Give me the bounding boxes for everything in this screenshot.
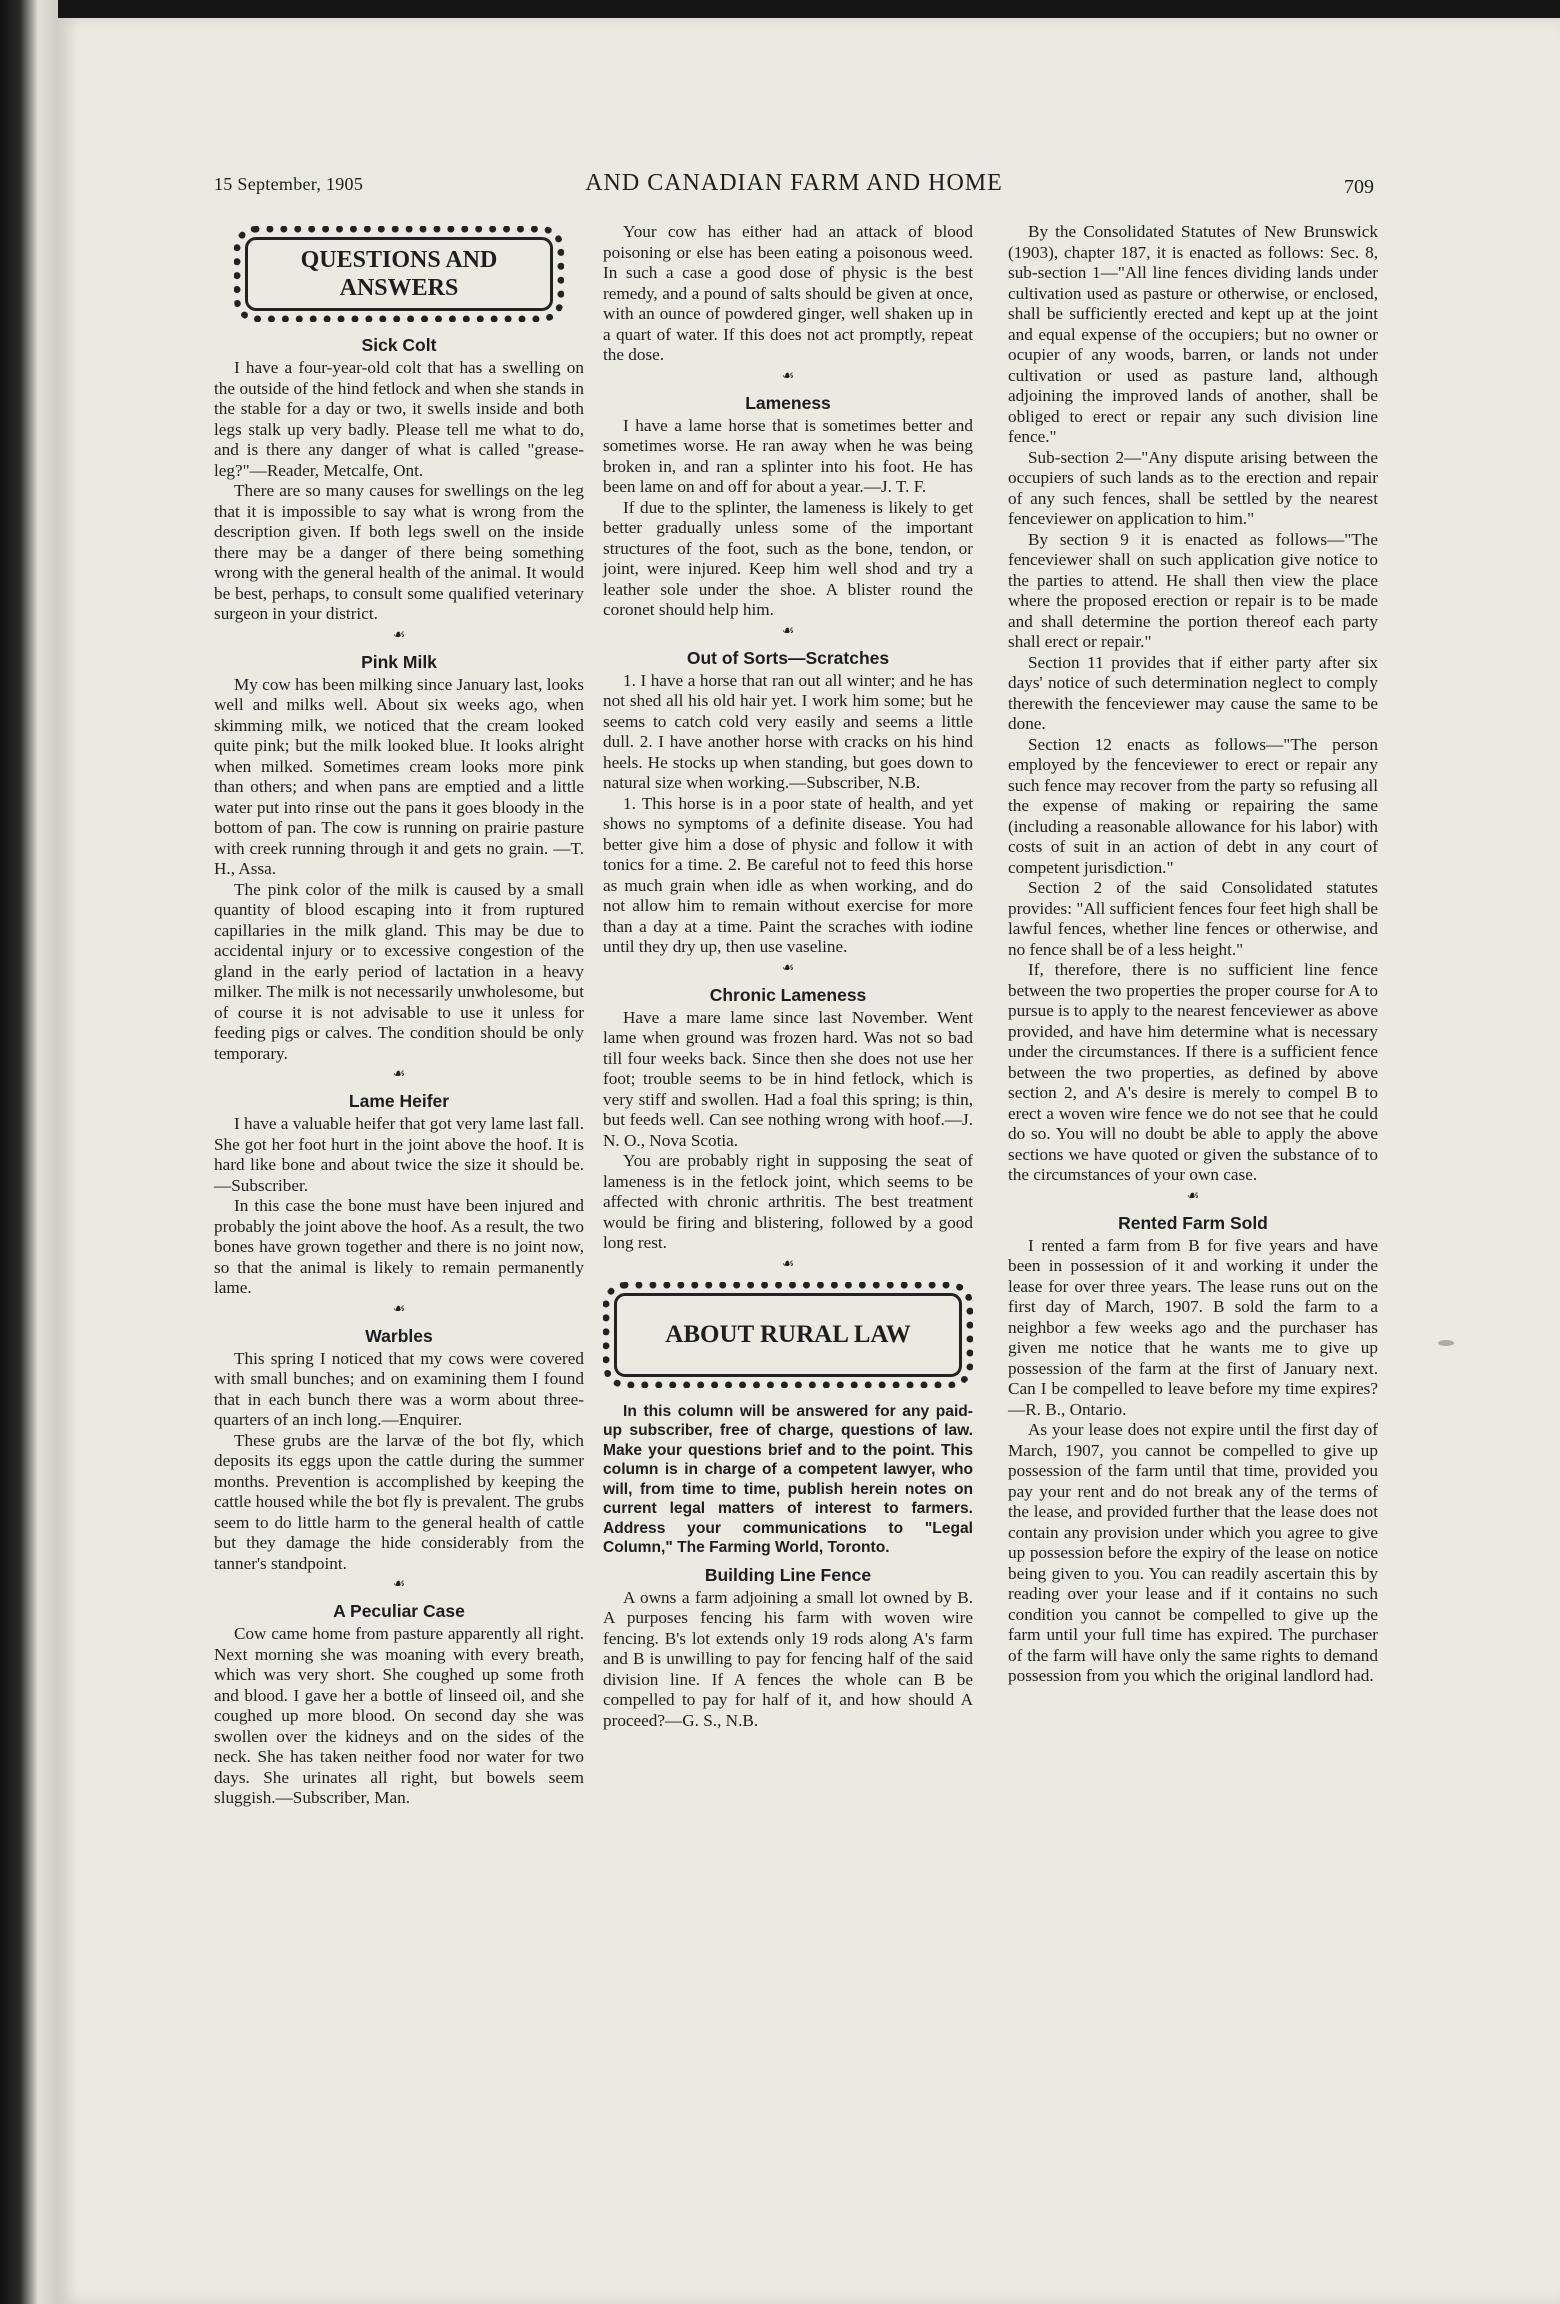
article-heading: Pink Milk — [361, 651, 437, 672]
answer-text: In this case the bone must have been injured and probably the joint above the hoof. As a result, the two bones have grown together and there is no joint now, so that the animal is likely to remain permanently lame. — [214, 1196, 584, 1297]
page-number: 709 — [1344, 176, 1374, 198]
article-heading: Building Line Fence — [704, 1564, 872, 1585]
article-heading: Sick Colt — [361, 335, 437, 355]
article-heading: Warbles — [365, 1325, 433, 1346]
answer-text: Section 12 enacts as follows—"The person employed by the fenceviewer to erect or repair any such fence may recover from the party so refusing all the expense of making or repairing the same (including a reasonable allowance for his labor) with costs of suit in an action of debt in any court of competent jurisdiction." — [1008, 734, 1378, 877]
answer-text: By the Consolidated Statutes of New Brunswick (1903), chapter 187, it is enacted as follows: Sec. 8, sub-section 1—"All line fences dividing lands under cultivation used as pasture or otherwise, or enclosed, shall be sufficiently erected and kept up at the joint and equal expense of the occupiers; but no owner or ocupier of any woods, barren, or lands not under cultivation or used as pasture land, although adjoining the improved lands of another, shall be obliged to erect or repair any such division line fence." — [1008, 222, 1378, 446]
publication-title: AND CANADIAN FARM AND HOME — [585, 170, 1003, 196]
column-notice: In this column will be answered for any paid-up subscriber, free of charge, questions of law. Make your questions brief and to the point. This column is in charge of a competent lawyer, who will, from time to time, publish herein notes on current legal matters of interest to farmers. Address your communications to "Legal Column," The Farming World, Toronto. — [603, 1402, 973, 1556]
answer-text: The pink color of the milk is caused by a small quantity of blood escaping into it from ruptured capillaries in the milk gland. This may be due to accidental injury or to excessive congestion of the gland in the early period of lactation in a heavy milker. The milk is not necessarily unwholesome, but of course it is not advisable to use it unless for feeding pigs or calves. The condition should be only temporary. — [214, 879, 584, 1063]
article-heading: A Peculiar Case — [333, 1601, 465, 1621]
answer-text: You are probably right in supposing the seat of lameness is in the fetlock joint, which seems to be affected with chronic arthritis. The best treatment would be firing and blistering, followed by a good long rest. — [603, 1151, 973, 1252]
question-text: I have a lame horse that is sometimes better and sometimes worse. He ran away when he was being broken in, and ran a splinter into his foot. He has been lame on and off for about a year.—J. T. F. — [603, 415, 973, 496]
answer-text: These grubs are the larvæ of the bot fly, which deposits its eggs upon the cattle during the summer months. Prevention is accomplished by keeping the cattle housed while the bot fly is prevalent. The grubs seem to do little harm to the general health of cattle but they damage the hide considerably from the tanner's standpoint. — [214, 1430, 584, 1573]
answer-text: If, therefore, there is no sufficient line fence between the two properties the proper course for A to pursue is to apply to the nearest fenceviewer as above provided, and have him determine what is necessary under the circumstances. If there is a sufficient fence between the two properties, as defined by above section 2, and A's desire is merely to compel B to erect a woven wire fence we do not see that he could do so. You will no doubt be able to apply the above sections we have quoted or given the substance of to the circumstances of your own case. — [1008, 960, 1378, 1184]
ornament-icon: ☙ — [781, 960, 795, 976]
answer-text: Sub-section 2—"Any dispute arising between the occupiers of such lands as to the erection and repair of any such fences, shall be settled by the nearest fenceviewer on application to him." — [1008, 447, 1378, 528]
section-title: ABOUT RURAL LAW — [665, 1320, 911, 1348]
book-spine — [0, 0, 58, 2304]
column-1 — [214, 222, 584, 1809]
answer-text: Section 2 of the said Consolidated statutes provides: "All sufficient fences four feet high shall be lawful fences, whether line fences or otherwise, and no fence shall be of a less height." — [1008, 878, 1378, 959]
ornament-icon: ☙ — [392, 1301, 406, 1317]
article-heading: Rented Farm Sold — [1118, 1212, 1268, 1233]
running-header — [214, 170, 1374, 206]
article-heading: Chronic Lameness — [709, 984, 867, 1005]
answer-text: There are so many causes for swellings on the leg that it is impossible to say what is wrong from the description given. If both legs swell on the inside there may be a danger of there being something wrong with the general health of the animal. It would be best, perhaps, to consult some qualified veterinary surgeon in your district. — [214, 481, 584, 623]
question-text: I have a four-year-old colt that has a swelling on the outside of the hind fetlock and when she stands in the stable for a day or two, it swells inside and both legs stalk up very badly. Please tell me what to do, and is there any danger of what is called "grease-leg?"—Reader, Metcalfe, Ont. — [214, 358, 584, 480]
answer-text: Your cow has either had an attack of blood poisoning or else has been eating a poisonous weed. In such a case a good dose of physic is the best remedy, and a pound of salts should be given at once, with an ounce of powdered ginger, well shaken up in a quart of water. If this does not act promptly, repeat the dose. — [603, 222, 973, 364]
answer-text: If due to the splinter, the lameness is likely to get better gradually unless some of the important structures of the foot, such as the bone, tendon, or joint, were injured. Keep him well shod and try a leather sole under the shoe. A blister round the coronet should help him. — [603, 497, 973, 619]
scan-top-edge — [0, 0, 1560, 20]
answer-text: 1. This horse is in a poor state of health, and yet shows no symptoms of a definite disease. You had better give him a dose of physic and follow it with tonics for a time. 2. Be careful not to feed this horse as much grain when idle as when working, and do not allow him to remain without exercise for more than a day at a time. Paint the scraches with iodine until they dry up, then use vaseline. — [603, 793, 973, 956]
question-text: 1. I have a horse that ran out all winter; and he has not shed all his old hair yet. I work him some; but he seems to catch cold very easily and seems a little dull. 2. I have another horse with cracks on his hind heels. He stocks up when standing, but goes down to natural size when working.—Subscriber, N.B. — [603, 670, 973, 792]
question-text: My cow has been milking since January last, looks well and milks well. About six weeks ago, when skimming milk, we noticed that the cream looked quite pink; but the milk looked blue. It looks alright when milked. Sometimes cream looks more pink than others; and when pans are emptied and a little water put into rinse out the pans it goes bloody in the bottom of pan. The cow is running on prairie pasture with creek running through it and gets no grain. —T. H., Assa. — [214, 674, 584, 878]
article-heading: Out of Sorts—Scratches — [686, 647, 890, 668]
question-text: A owns a farm adjoining a small lot owned by B. A purposes fencing his farm with woven wire fencing. B's lot extends only 19 rods along A's farm and B is unwilling to pay for fencing half of the said division line. If A fences the whole can B be compelled to pay for half of it, and how should A proceed?—G. S., N.B. — [603, 1587, 973, 1730]
ornament-icon: ☙ — [1186, 1188, 1200, 1204]
question-text: I have a valuable heifer that got very lame last fall. She got her foot hurt in the joint above the hoof. It is hard like bone and about twice the size it should be.—Subscriber. — [214, 1114, 584, 1195]
column-2 — [603, 222, 973, 1731]
column-3 — [1008, 222, 1378, 1687]
answer-text: By section 9 it is enacted as follows—"The fenceviewer shall on such application give notice to the parties to attend. He shall then view the place where the proposed erection or repair is to be made and shall determine the portion thereof each party shall erect or repair." — [1008, 529, 1378, 651]
ornament-icon: ☙ — [781, 623, 795, 639]
question-text: Cow came home from pasture apparently all right. Next morning she was moaning with every breath, which was very short. She coughed up some froth and blood. I gave her a bottle of linseed oil, and she coughed up more blood. On second day she was swollen over the kidneys and on the sides of the neck. She has taken neither food nor water for two days. She urinates all right, but bowels seem sluggish.—Subscriber, Man. — [214, 1624, 584, 1807]
ornament-icon: ☙ — [781, 368, 795, 384]
scan-smudge — [1438, 1340, 1454, 1346]
article-heading: Lame Heifer — [348, 1091, 450, 1111]
question-text: I rented a farm from B for five years and have been in possession of it and working it under the lease for over three years. The lease runs out on the first day of March, 1907. B sold the farm to a neighbor a few weeks ago and the purchaser has given me notice that he wants me to give up possession of the farm at the first of January next. Can I be compelled to leave before my time expires?—R. B., Ontario. — [1008, 1235, 1378, 1419]
answer-text: Section 11 provides that if either party after six days' notice of such determination neglect to comply therewith the fenceviewer may cause the same to be done. — [1008, 652, 1378, 733]
ornament-icon: ☙ — [392, 627, 406, 643]
ornament-icon: ☙ — [392, 1577, 406, 1592]
section-title: QUESTIONS AND ANSWERS — [300, 247, 498, 301]
rural-law-title-box — [603, 1282, 973, 1388]
ornament-icon: ☙ — [392, 1067, 406, 1082]
question-text: This spring I noticed that my cows were covered with small bunches; and on examining them I found that in each bunch there was a worm about three-quarters of an inch long.—Enquirer. — [214, 1348, 584, 1429]
issue-date: 15 September, 1905 — [214, 174, 364, 194]
answer-text: As your lease does not expire until the first day of March, 1907, you cannot be compelled to give up possession of the farm until that time, provided you pay your rent and do not break any of the terms of the lease, and provided further that the lease does not contain any provision under which you agree to give up possession before the expiry of the lease on notice being given to you. You can readily ascertain this by reading over your lease and if it contains no such condition you cannot be compelled to give up the farm until your full time has expired. The purchaser of the farm will have only the same rights to demand possession from you which the original landlord had. — [1008, 1420, 1378, 1685]
ornament-icon: ☙ — [781, 1256, 795, 1272]
article-heading: Lameness — [745, 392, 831, 413]
questions-answers-title-box — [234, 226, 564, 322]
question-text: Have a mare lame since last November. Went lame when ground was frozen hard. Was not so bad till four weeks back. Since then she does not use her foot; trouble seems to be in hind fetlock, which is very stiff and swollen. Had a foal this spring; is thin, but feeds well. Can see nothing wrong with hoof.—J. N. O., Nova Scotia. — [603, 1007, 973, 1150]
